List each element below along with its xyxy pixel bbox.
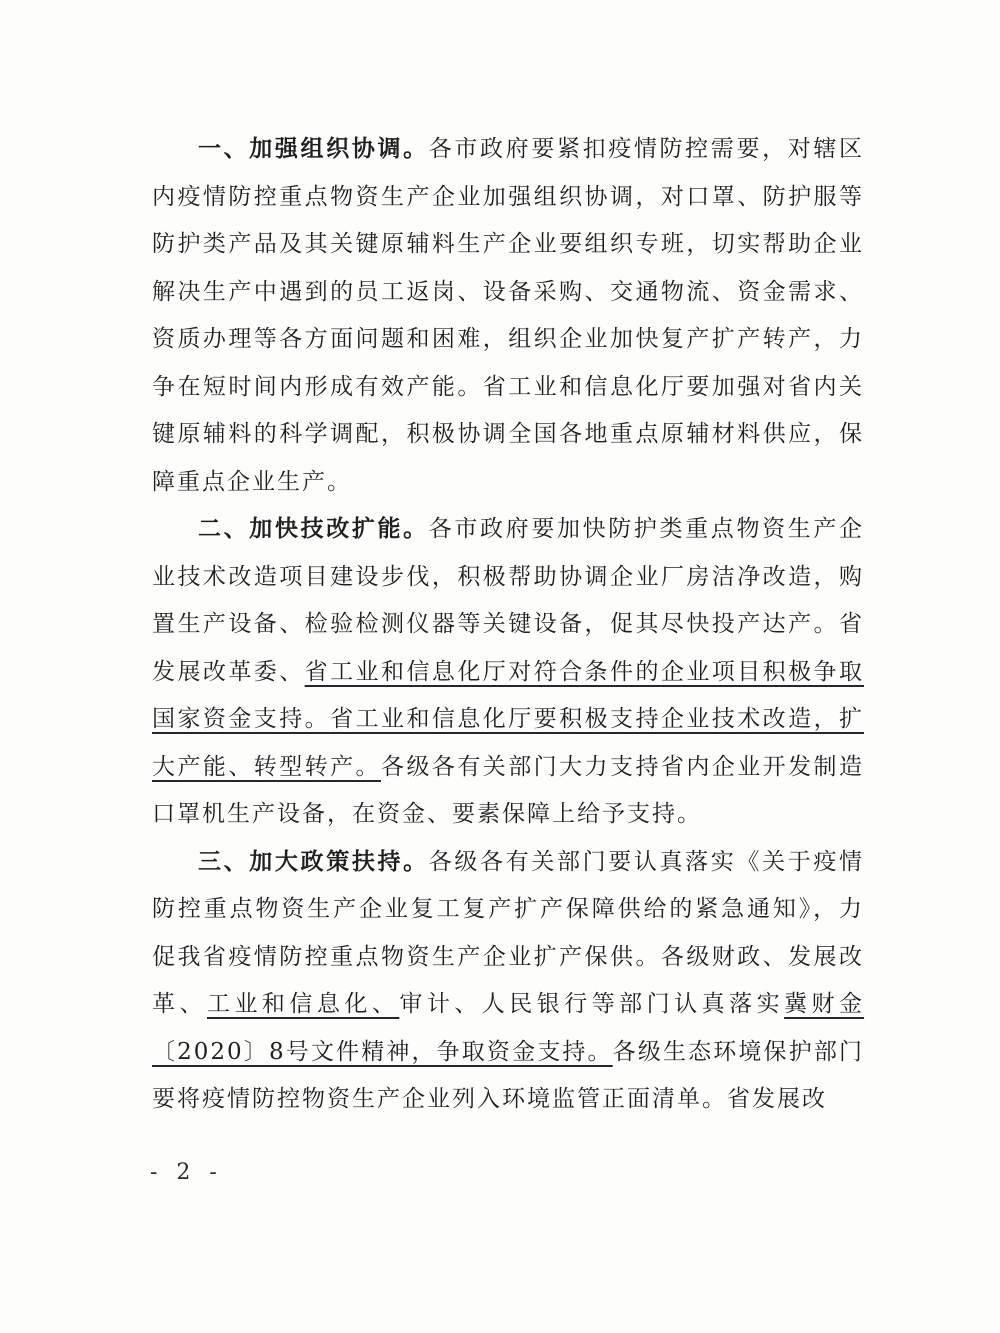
section-heading: 一、加强组织协调。 [198,136,429,162]
underlined-text: 省工业和信息化厅对符合条件的企业项目积极争取国家资金支持。 [152,658,865,732]
page-number: - 2 - [150,1160,223,1185]
underlined-text: 省工业和信息化厅要积极支持企业技术改造，扩大产能、转型转产。 [152,706,865,780]
section-heading: 二、加快技改扩能。 [198,516,429,542]
underlined-text: 工业和信息化、 [206,991,400,1017]
body-text: 各市政府要加快防护类重点物资生产企业技术改造项目建设步伐，积极帮助协调企业厂房洁净改造，购置生产设备、检验检测仪器等关键设备，促其尽快投产达产。省发展改革委、 [152,516,865,685]
body-text: 审计、人民银行等部门认真落实 [399,991,785,1017]
underlined-text: 冀财金〔2020〕8号文件精神，争取资金支持。 [152,991,865,1065]
section-heading: 三、加大政策扶持。 [198,848,429,875]
paragraph [152,839,864,1124]
body-text: 各级生态环境保护部门要将疫情防控物资生产企业列入环境监管正面清单。省发展改 [152,1038,864,1112]
paragraph [152,506,864,839]
paragraph [152,126,864,506]
body-text: 各市政府要紧扣疫情防控需要，对辖区内疫情防控重点物资生产企业加强组织协调，对口罩、防护服等防护类产品及其关键原辅料生产企业要组织专班，切实帮助企业解决生产中遇到的员工返岗、设备采购、交通物流、资金需求、资质办理等各方面问题和困难，组织企业加快复产扩产转产，力争在短时间内形成有效产能。省工业和信息化厅要加强对省内关键原辅料的科学调配，积极协调全国各地重点原辅材料供应，保障重点企业生产。 [152,136,865,495]
body-text: 各级各有关部门大力支持省内企业开发制造口罩机生产设备，在资金、要素保障上给予支持。 [152,753,864,827]
document-body [152,126,864,1124]
body-text: 各级各有关部门要认真落实《关于疫情防控重点物资生产企业复工复产扩产保障供给的紧急通知》，力促我省疫情防控重点物资生产企业扩产保供。各级财政、发展改革、 [152,848,865,1017]
